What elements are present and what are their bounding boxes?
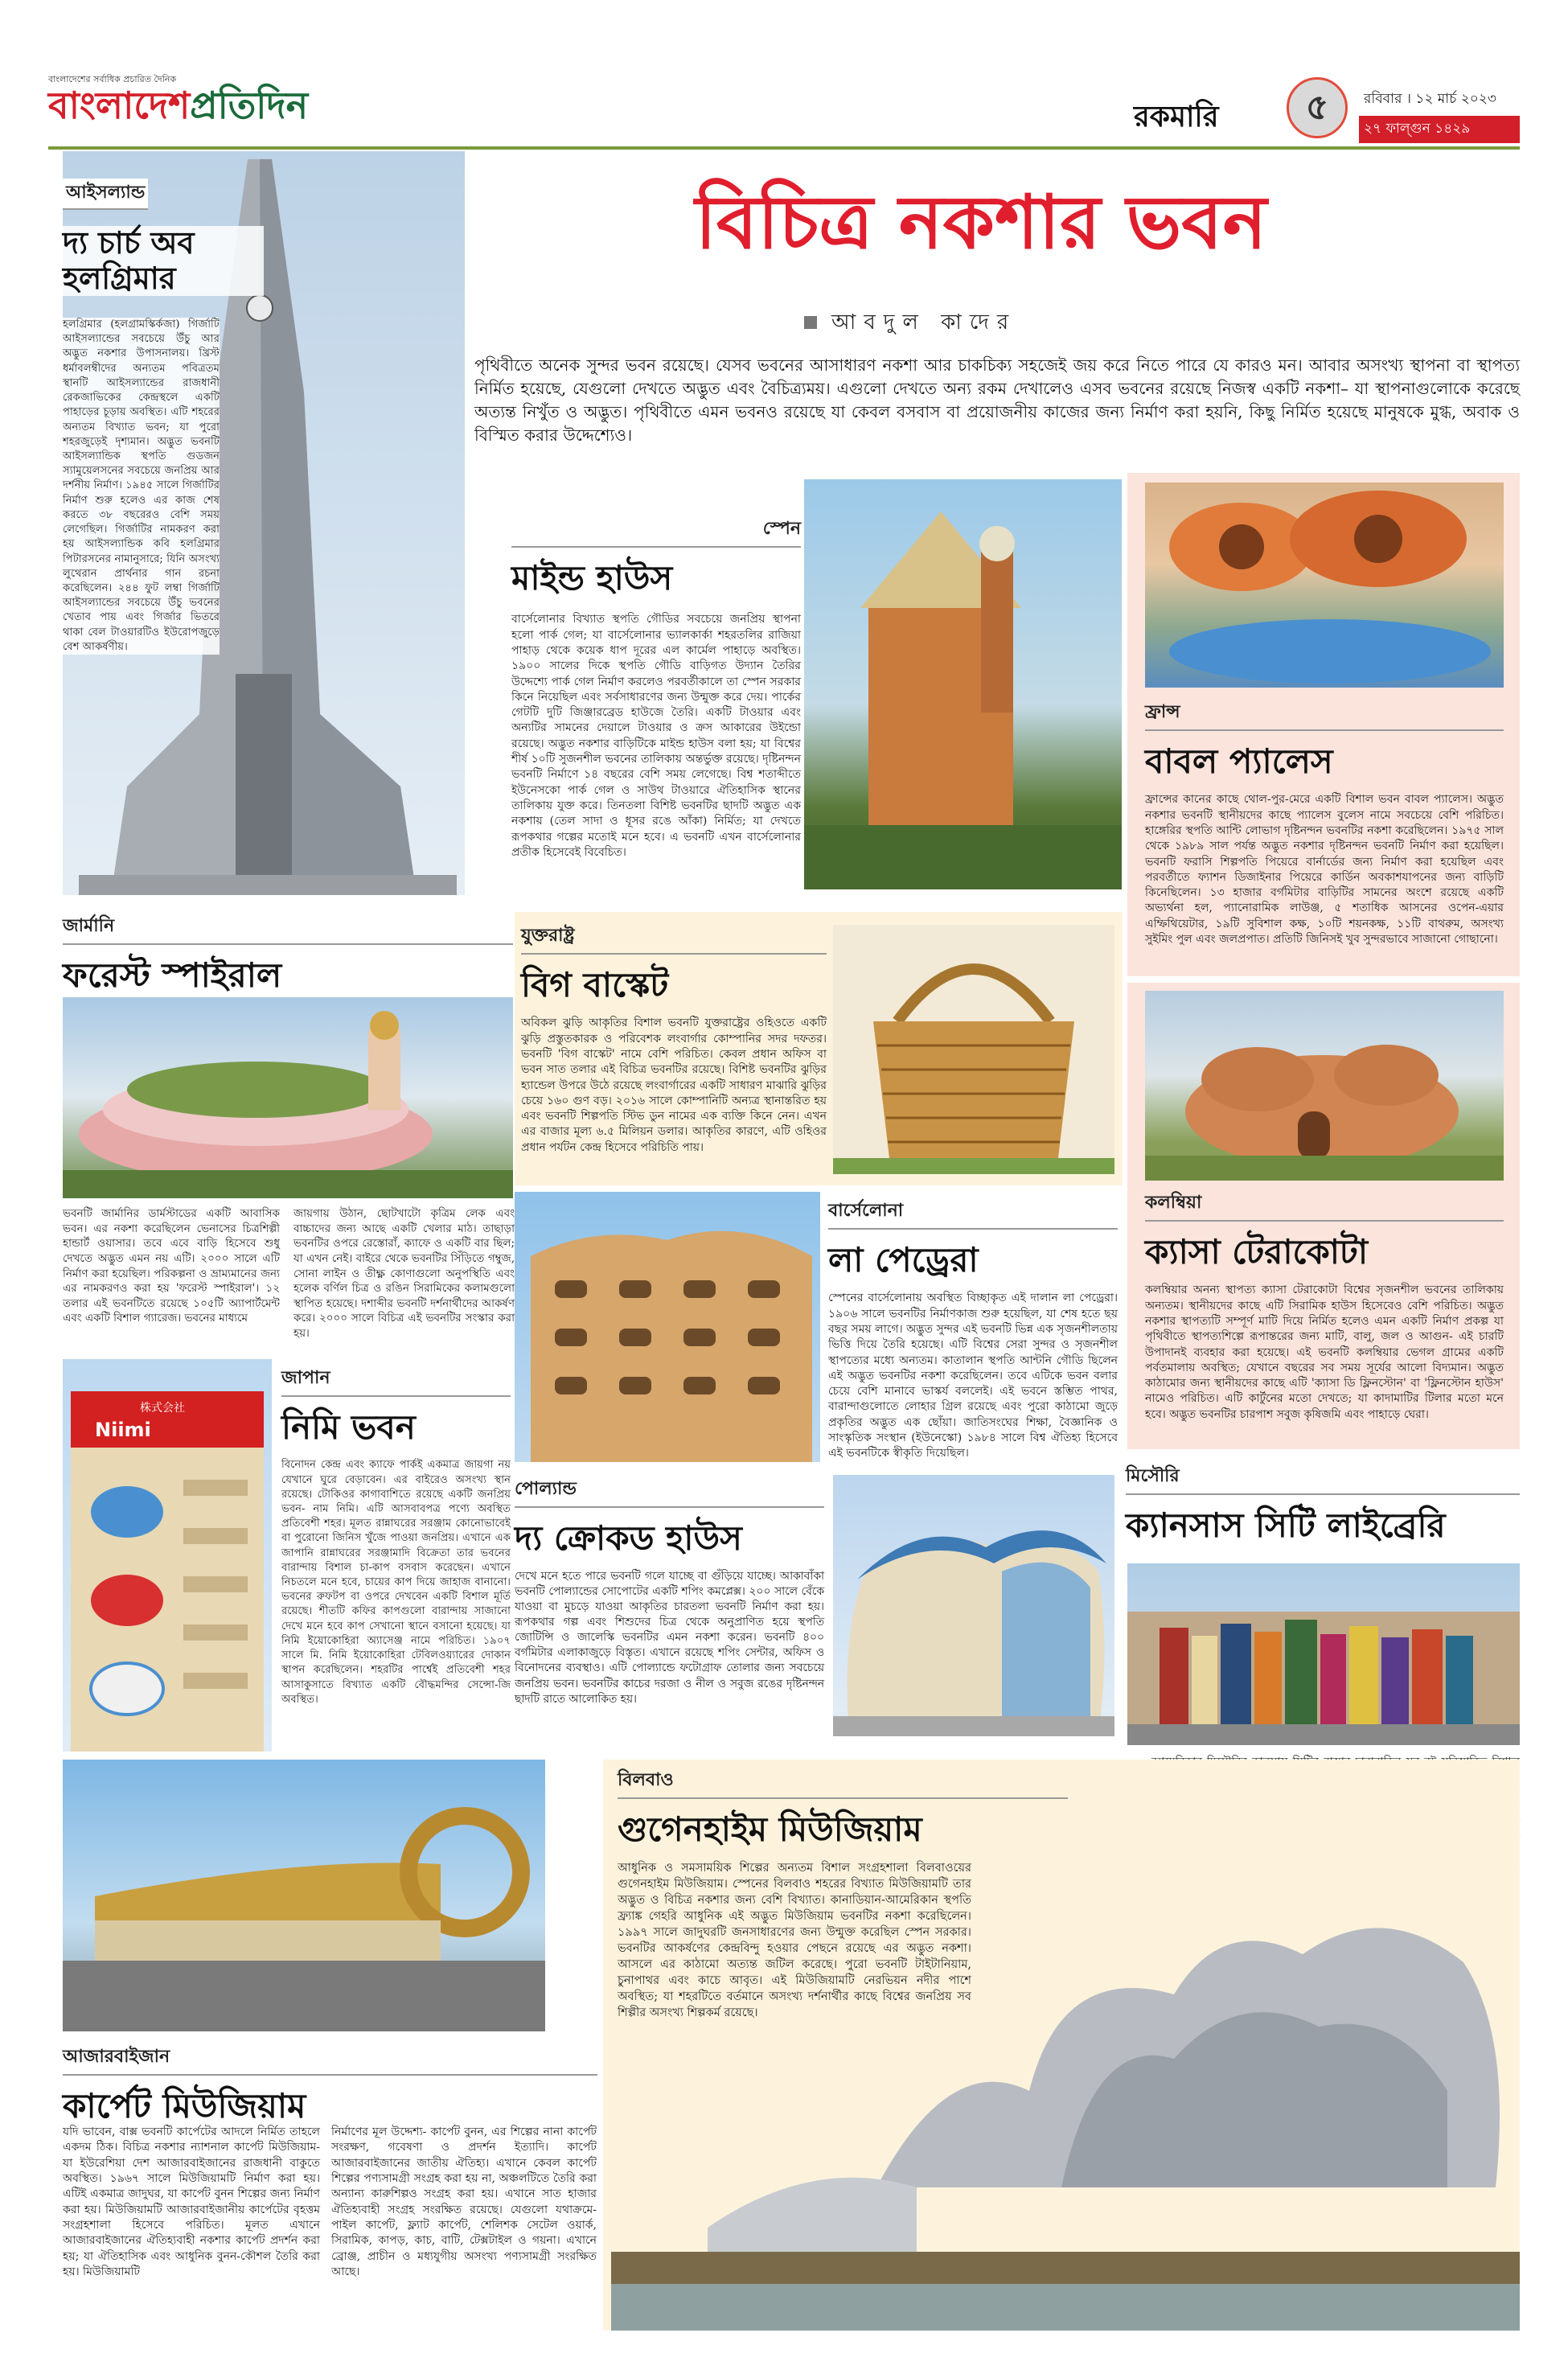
- france-headline: বাবল প্যালেস: [1145, 741, 1333, 781]
- azerbaijan-headline: কার্পেট মিউজিয়াম: [63, 2086, 306, 2126]
- book-facade-illustration: [1127, 1563, 1520, 1745]
- azerbaijan-article: [63, 2043, 597, 2126]
- mind-house-image: [804, 479, 1122, 889]
- japan-body: বিনোদন কেন্দ্র এবং ক্যাফে পার্কই একমাত্র জায়গা নয় যেখানে ঘুরে বেড়াবেন। এর বাইরেও অসংখ্য স্থান রয়েছে। টোকিওর কাগাবাশিতে রয়েছে একটি জনপ্রিয় ভবন- নাম নিমি। এটি আসবাবপত্র পণ্যে অবস্থিত প্রতিবেশী শহর। মূলত রান্নাঘরের সরঞ্জাম কোনোভাবেই বা পুরোনো জিনিস খুঁজে পাওয়া জনপ্রিয়। এখানে এক জাপানি রান্নাঘরের সরঞ্জামাদি বিক্রেতা তার ভবনের বারান্দায় বিশাল চা-কাপ বসবাস করেছেন। এখানে নিচতলে মনে হবে, চায়ের কাপ দিয়ে জাহাজ বানানো। ভবনের রুফটপ বা ওপরে দেখবেন একটি বিশাল মূর্তি রয়েছে। শীতটি কফির কাপগুলো বারান্দায় সাজানো দেখে মনে হবে কাপ সেখানো স্থানে বসানো হয়েছে। যা নিমি ইয়োকোহিরা অ্যাসেঞ্জ নামে পরিচিত। ১৯০৭ সালে মি. নিমি ইয়োকোহিরা টেবিলওয়্যারের দোকান স্থাপন করেছিলেন। শহরটির পার্শ্বেই প্রতিবেশী শহর আসাকুসাতে বিখ্যাত একটি বৌদ্ধমন্দির সেন্সো-জি অবস্থিত।: [281, 1459, 511, 1706]
- kansas-library-image: [1127, 1563, 1520, 1745]
- guggenheim-image: [611, 1850, 1520, 2331]
- intro-text: পৃথিবীতে অনেক সুন্দর ভবন রয়েছে। যেসব ভবনের আসাধারণ নকশা আর চাকচিক্য সহজেই জয় করে নিতে পারে যে কারও মন। আবার অসংখ্য স্থাপনা বা স্থাপত্য নির্মিত হয়েছে, যেগুলো দেখতে অদ্ভুত এবং বৈচিত্র্যময়। এগুলো দেখতে অন্য রকম দেখালেও এসব ভবনের রয়েছে নিজস্ব একটি নকশা– যা স্থাপনাগুলোকে করেছে অত্যন্ত নিখুঁত ও অদ্ভুত। পৃথিবীতে এমন ভবনও রয়েছে যা কেবল বসবাস বা প্রয়োজনীয় কাজের জন্য নির্মাণ করা হয়নি, কিছু নির্মিত হয়েছে মানুষকে মুগ্ধ, অবাক ও বিস্মিত করার উদ্দেশ্যেও।: [474, 355, 1520, 445]
- france-country-label: ফ্রান্স: [1145, 698, 1504, 731]
- barcelona-country-label: বার্সেলোনা: [828, 1197, 1118, 1230]
- la-pedrera-illustration: [515, 1192, 820, 1462]
- masthead-tagline: বাংলাদেশের সর্বাধিক প্রচারিত দৈনিক: [48, 74, 177, 84]
- logo-part1: বাংলাদেশ: [48, 84, 191, 127]
- japan-article: [281, 1364, 511, 1707]
- germany-body-col2: জায়গায় উঠান, ছোটখাটো কৃত্রিম লেক এবং বাচ্চাদের জন্য আছে একটি খেলার মাঠ। তাছাড়া ভবনটির ওপরে রেস্তোরাঁ, ক্যাফে ও একটি বার ছিল; যা এখন নেই। বাইরে থেকে ভবনটির সিঁড়িতে গম্বুজ, সোনা লাইন ও তীক্ষ্ণ কোণাগুলো অনুপস্থিতি এবং হলেক বর্ণিল চিত্র ও রঙিন সিরামিকের কলামগুলো স্থাপিত হয়েছে। দশাব্দীর ভবনটি দর্শনার্থীদের আকর্ষণ করে। ২০০০ সালে বিচিত্র এই ভবনটির সংস্কার করা হয়।: [293, 1207, 515, 1340]
- date-gregorian: রবিবার । ১২ মার্চ ২০২৩: [1364, 91, 1496, 107]
- masthead: [48, 63, 1520, 153]
- byline: [804, 306, 1016, 341]
- rolled-carpet-building-illustration: [63, 1760, 545, 2031]
- germany-body-col1: ভবনটি জার্মানির ডার্মস্টাডের একটি আবাসিক ভবন। এর নকশা করেছিলেন ভেনাসের চিত্রশিল্পী হান্ডার্ট ওয়াসার। তবে এবে বাড়ি হিসেবে শুধু দেখতে অদ্ভুত এমন নয় এটি। ২০০০ সালে এটি নির্মাণ করা হয়েছিল। পরিকল্পনা ও ভ্রাম্যমানের জন্য এর নামকরণও করা হয় 'ফরেস্ট স্পাইরাল'। ১২ তলার এই ভবনটিতে রয়েছে ১০৫টি অ্যাপার্টমেন্ট এবং একটি বিশাল গ্যারেজ। ভবনের মাধ্যমে: [63, 1207, 280, 1325]
- la-pedrera-image: [515, 1192, 820, 1462]
- niimi-sign-jp: 株式会社: [140, 1402, 185, 1415]
- gingerbread-house-illustration: [804, 479, 1122, 889]
- germany-headline: ফরেস্ট স্পাইরাল: [63, 955, 282, 995]
- newspaper-logo: [48, 84, 309, 127]
- barcelona-headline: লা পেড্রেরা: [828, 1240, 979, 1279]
- carpet-museum-image: [63, 1760, 545, 2031]
- usa-body: অবিকল ঝুড়ি আকৃতির বিশাল ভবনটি যুক্তরাষ্ট্রের ওহিওতে একটি ঝুড়ি প্রস্তুতকারক ও পরিবেশক লংবার্গার কোম্পানির সদর দফতর। ভবনটি 'বিগ বাস্কেট' নামে বেশি পরিচিত। কেবল প্রধান অফিস বা ভবন সাত তলার এই বিচিত্র ভবনটির রয়েছে। বিশিষ্ট ভবনটির ঝুড়ির হ্যান্ডেল উপরে উঠে রয়েছে লংবার্গারের একটি সাধারণ মাঝারি ঝুড়ির চেয়ে ১৬০ গুণ বড়। ২০১৬ সালে কোম্পানিটি অন্যত্র স্থানান্তরিত হয় এবং ভবনটি শিল্পপতি স্টিভ ডুন নামের এক ব্যক্তি কিনে নেন। এখন এর বাজার মূল্য ৬.৫ মিলিয়ন ডলার। আকৃতির কারণে, এটি ওহিওর প্রধান পর্যটন কেন্দ্র হিসেবে পরিচিতি পায়।: [521, 1017, 827, 1154]
- poland-body: দেখে মনে হতে পারে ভবনটি গলে যাচ্ছে বা গুঁড়িয়ে যাচ্ছে। আকাবাঁকা ভবনটি পোল্যান্ডের সোপোটের একটি শপিং কমপ্লেক্স। ২০০ সালে বেঁকে যাওয়া বা মুচড়ে যাওয়া আকৃতির চারতলা ভবনটি নির্মাণ করা হয়। রূপকথার গল্প এবং শিশুদের চিত্র থেকে অনুপ্রাণিত হয়ে স্থপতি জোটিন্সি ও জালেস্কি ভবনটির এমন নকশা করেন। ভবনটি ৪০০ বর্গমিটার এলাকাজুড়ে বিস্তৃত। এখানে রয়েছে শপিং সেন্টার, অফিস ও বিনোদনের ব্যবস্থাও। এটি পোল্যান্ডে ফটোগ্রাফ তোলার জন্য সবচেয়ে জনপ্রিয় ভবন। ভবনটির কাচের দরজা ও নীল ও সবুজ রঙের দৃষ্টিনন্দন ছাদটি রাতে আলোকিত হয়।: [515, 1570, 824, 1706]
- niimi-logo-sign: Niimi: [95, 1419, 151, 1441]
- usa-country-label: যুক্তরাষ্ট্র: [521, 922, 827, 955]
- forest-spiral-illustration: [63, 997, 513, 1198]
- logo-part2: প্রতিদিন: [190, 84, 309, 127]
- niimi-building-illustration: [63, 1359, 272, 1752]
- iceland-article: [63, 179, 264, 296]
- germany-article: [63, 912, 513, 995]
- bilbao-country-label: বিলবাও: [618, 1766, 1068, 1799]
- germany-country-label: জার্মানি: [63, 912, 513, 945]
- missouri-article: [1126, 1462, 1520, 1545]
- casa-terracota-image: [1145, 991, 1504, 1181]
- crooked-house-image: [833, 1475, 1114, 1736]
- barcelona-body: স্পেনের বার্সেলোনায় অবস্থিত বিচ্ছাকৃত এই দালান লা পেড্রেরা। ১৯০৬ সালে ভবনটির নির্মাণকাজ শুরু হয়েছিল, যা শেষ হতে ছয় বছর সময় লাগে। অদ্ভুত সুন্দর এই ভবনটি ভিন্ন এক সৃজনশীলতায় ভিত্তি দিয়ে তৈরি হয়েছে। এটি বিশ্বের সেরা সুন্দর ও সৃজনশীল স্থাপত্যের মধ্যে অন্যতম। কাতালান স্থপতি আন্টনি গৌডি ছিলেন এই অদ্ভুত ভবনটির নকশা করেছিলেন। তবে এটিকে ভবন বলার চেয়ে বেশি মানাবে ভাস্কর্য বললেই। এই ভবনে স্তম্ভিত পাথর, বারান্দাগুলোতে লোহার গ্রিল রয়েছে এবং পুরো কাঠামো জুড়ে প্রকৃতির অদ্ভুত এক ছোঁয়া। জাতিসংঘের শিক্ষা, বৈজ্ঞানিক ও সাংস্কৃতিক সংস্থান (ইউনেস্কো) ১৯৮৪ সালে বিশ্ব ঐতিহ্য হিসেবে এই ভবনটিকে স্বীকৃতি দিয়েছিল।: [828, 1292, 1118, 1460]
- iceland-body: হলগ্রিমার (হলগ্রামস্কির্কজা) গির্জাটি আইসল্যান্ডের সবচেয়ে উঁচু আর অদ্ভুত নকশার উপাসনালয়। খ্রিস্ট ধর্মাবলম্বীদের অন্যতম পবিত্রতম স্থানটি আইসল্যান্ডের রাজধানী রেকজাভিকের কেন্দ্রস্থলে একটি পাহাড়ের চূড়ায় অবস্থিত। এটি শহরের অন্যতম বিখ্যাত ভবন; যা পুরো শহরজুড়েই দৃশ্যমান। অদ্ভুত ভবনটি আইসল্যান্ডিক স্থপতি গুডজন স্যামুয়েলসনের সবচেয়ে জনপ্রিয় আর দর্শনীয় নির্মাণ। ১৯৪৫ সালে গির্জাটির নির্মাণ শুরু হলেও এর কাজ শেষ করতে ৩৮ বছরেরও বেশি সময় লেগেছিল। গির্জাটির নামকরণ করা হয় আইসল্যান্ডিক কবি হলগ্রিমার পিটারসনের নামানুসারে; যিনি অসংখ্য লুথেরান প্রার্থনার গান রচনা করেছিলেন। ২৪৪ ফুট লম্বা গির্জাটি আইসল্যান্ডের সবচেয়ে উঁচু ভবনের খেতাব পায় এবং গির্জার ভিতরে থাকা বেল টাওয়ারটিও ইউরোপজুড়ে বেশ আকর্ষণীয়।: [63, 318, 220, 655]
- iceland-country-label: আইসল্যান্ড: [63, 179, 148, 210]
- byline-square-icon: [804, 316, 817, 329]
- missouri-country-label: মিসৌরি: [1126, 1462, 1520, 1495]
- forest-spiral-image: [63, 997, 513, 1198]
- spain-article: [511, 515, 801, 860]
- azerbaijan-body-col2: নির্মাণের মূল উদ্দেশ্য- কার্পেট বুনন, এর শিল্পের নানা কার্পেট সংরক্ষণ, গবেষণা ও প্রদর্শন ইত্যাদি। কার্পেট আজারবাইজানের জাতীয় ঐতিহ্য। এখানে কেবল কার্পেট শিল্পের পণ্যসামগ্রী সংগ্রহ করা হয় না, অঞ্চলটিতে তৈরি করা অন্যান্য কারুশিল্পও সংগ্রহ করা হয়। এখানে সাত হাজার ঐতিহ্যবাহী সংগ্রহ সংরক্ষিত রয়েছে। যেগুলো যথাক্রমে- পাইল কার্পেট, ফ্ল্যাট কার্পেট, শেলিশক সেটেল ওয়ার্ক, সিরামিক, কাপড়, কাচ, বাটি, টেক্সটাইল ও গয়না। এখানে ব্রোঞ্জ, প্রাচীন ও মধ্যযুগীয় অসংখ্য পণ্যসামগ্রী সংরক্ষিত আছে।: [331, 2126, 597, 2278]
- colombia-body: কলম্বিয়ার অনন্য স্থাপত্য ক্যাসা টেরাকোটা বিশ্বের সৃজনশীল ভবনের তালিকায় অন্যতম। স্থানীয়দের কাছে এটি সিরামিক হাউস হিসেবেও বেশি পরিচিত। অদ্ভুত নকশার স্থাপত্যটি সম্পূর্ণ মাটি দিয়ে নির্মিত হলেও এমন একটি নির্মাণ প্রকল্প যা পৃথিবীতে স্থাপত্যশিল্পে রূপান্তরের জন্য মাটি, বালু, জল ও আগুন- এই চারটি উপাদানই ব্যবহার করা হয়েছে। এই ভবনটি কলম্বিয়ার ভেগল গ্রামের একটি পর্বতমালায় অবস্থিত; যেখানে বছরের সব সময় সূর্যের আলো বিদ্যমান। অদ্ভুত কাঠামোর জন্য স্থানীয়দের কাছে এটি 'ক্যাসা ডি ফ্লিনস্টোন' বা 'ফ্লিনস্টোন হাউস' নামেও পরিচিত। এটি কার্টুনের মতো দেখতে; যা কাদামাটির টিলার মতো মনে হবে। অদ্ভুত ভবনটির চারপাশ সবুজ কৃষিজমি এবং পাহাড়ে ঘেরা।: [1145, 1284, 1504, 1421]
- page-number-badge: [1287, 77, 1348, 138]
- azerbaijan-country-label: আজারবাইজান: [63, 2043, 597, 2076]
- usa-headline: বিগ বাস্কেট: [521, 965, 669, 1004]
- poland-country-label: পোল্যান্ড: [515, 1475, 824, 1508]
- colombia-country-label: কলম্বিয়া: [1145, 1189, 1504, 1222]
- date-box: [1359, 87, 1520, 143]
- japan-country-label: জাপান: [281, 1364, 511, 1397]
- spain-country-label: স্পেন: [511, 515, 801, 548]
- bubble-palace-illustration: [1145, 483, 1504, 688]
- spain-headline: মাইন্ড হাউস: [511, 558, 673, 598]
- page-number: ৫: [1305, 87, 1329, 128]
- usa-article: [521, 922, 827, 1156]
- azerbaijan-body-col1: যদি ভাবেন, বাক্স ভবনটি কার্পেটের আদলে নির্মিত তাহলে একদম ঠিক। বিচিত্র নকশার ন্যাশনাল কার্পেট মিউজিয়াম- যা ইউরেশিয়া দেশ আজারবাইজানের রাজধানী বাকুতে অবস্থিত। ১৯৬৭ সালে মিউজিয়ামটি নির্মাণ করা হয়। এটিই একমাত্র জাদুঘর, যা কার্পেট বুনন শিল্পের জন্য নির্মাণ করা হয়। মিউজিয়ামটি আজারবাইজানীয় কার্পেটের বৃহত্তম সংগ্রহশালা হিসেবে পরিচিত। মূলত এখানে আজারবাইজানের ঐতিহ্যবাহী নকশার কার্পেট প্রদর্শন করা হয়; যা ঐতিহাসিক এবং আধুনিক বুনন-কৌশল তৈরি করা হয়। মিউজিয়ামটি: [63, 2126, 320, 2278]
- section-name: রকমারি: [1134, 101, 1219, 133]
- barcelona-article: [828, 1197, 1118, 1462]
- missouri-headline: ক্যানসাস সিটি লাইব্রেরি: [1126, 1505, 1446, 1545]
- guggenheim-illustration: [611, 1850, 1520, 2331]
- france-article: [1145, 698, 1504, 947]
- poland-headline: দ্য ক্রোকড হাউস: [515, 1518, 742, 1558]
- masthead-rule: [48, 146, 1520, 150]
- crooked-house-illustration: [833, 1475, 1114, 1736]
- basket-building-illustration: [833, 925, 1114, 1174]
- date-bengali: ২৭ ফাল্গুন ১৪২৯: [1359, 116, 1520, 143]
- colombia-article: [1145, 1189, 1504, 1423]
- france-body: ফ্রান্সের কানের কাছে থোল-পুর-মেরে একটি বিশাল ভবন বাবল প্যালেস। অদ্ভুত নকশার ভবনটি স্থানীয়দের কাছে প্যালেস বুলেস নামে সবচেয়ে বেশি পরিচিত। হাঙ্গেরির স্থপতি আন্টি লোভাগ দৃষ্টিনন্দন ভবনটির নকশা করেছিলেন। ১৯৭৫ সাল থেকে ১৯৮৯ সাল পর্যন্ত অদ্ভুত নকশার দৃষ্টিনন্দন ভবনটি নির্মাণ করা হয়েছিল। ভবনটি ফরাসি শিল্পপতি পিয়েরে বার্নার্ডের জন্য নির্মাণ করা হয়েছিল এবং পরবর্তীতে ফ্যাশন ডিজাইনার পিয়েরে কার্ডিন অবকাশযাপনের জন্য বাড়িটি কিনেছিলেন। ১৩ হাজার বর্গমিটার বাড়িটির সামনের অংশে রয়েছে একটি অভ্যর্থনা হল, প্যানোরামিক লাউঞ্জ, ৫ শতাধিক আসনের ওপেন-এয়ার এম্ফিথিয়েটার, ১৯টি সুবিশাল কক্ষ, ১০টি শয়নকক্ষ, ১১টি বাথরুম, অসংখ্য সুইমিং পুল এবং জলপ্রপাত। প্রতিটি জিনিসই খুব সুন্দরভাবে সাজানো গোছানো।: [1145, 793, 1504, 947]
- terracotta-house-illustration: [1145, 991, 1504, 1181]
- main-title: বিচিত্র নকশার ভবন: [695, 179, 1267, 265]
- iceland-headline: দ্য চার্চ অব হলগ্রিমার: [63, 226, 264, 296]
- big-basket-image: [833, 925, 1114, 1174]
- byline-name: আবদুল কাদের: [831, 310, 1017, 335]
- japan-headline: নিমি ভবন: [281, 1407, 416, 1447]
- bilbao-body: আধুনিক ও সমসাময়িক শিল্পের অন্যতম বিশাল সংগ্রহশালা বিলবাওয়ের গুগেনহাইম মিউজিয়াম। স্পেনের বিলবাও শহরের বিখ্যাত মিউজিয়ামটি তার অদ্ভুত ও বিচিত্র নকশার জন্য বেশি বিখ্যাত। কানাডিয়ান-আমেরিকান স্থপতি ফ্র্যাঙ্ক গেহরি আধুনিক এই অদ্ভুত মিউজিয়াম ভবনটির নকশা করেছিলেন। ১৯৯৭ সালে জাদুঘরটি জনসাধারণের জন্য উন্মুক্ত করেছিল স্পেন সরকার। ভবনটির আকর্ষণের কেন্দ্রবিন্দু হওয়ার পেছনে রয়েছে এর অদ্ভুত নকশা। আসলে এর কাঠামো অত্যন্ত জটিল করেছে। পুরো ভবনটি টাইটানিয়াম, চুনাপাথর এবং কাচে আবৃত। এই মিউজিয়ামটি নেরভিয়ন নদীর পাশে অবস্থিত; যা শহরটিতে বর্তমানে অসংখ্য দর্শনার্থীর কাছে বিশ্বের জনপ্রিয় সব শিল্পীর অসংখ্য শিল্পকর্ম রয়েছে।: [618, 1862, 971, 2020]
- poland-article: [515, 1475, 824, 1707]
- niimi-building-image: [63, 1359, 272, 1752]
- bubble-palace-image: [1145, 483, 1504, 688]
- spain-body: বার্সেলোনার বিখ্যাত স্থপতি গৌডির সবচেয়ে জনপ্রিয় স্থাপনা হলো পার্ক গেল; যা বার্সেলোনার ভ্যালকার্কা শহরতলির রাজিয়া পাহাড় থেকে কয়েক ধাপ দূরের এল কার্মেল পাহাড়ে অবস্থিত। ১৯০০ সালের দিকে স্থপতি গৌডি বাড়িগত উদ্যান তৈরির উদ্দেশ্যে পার্ক গেল নির্মাণ করলেও পরবর্তীকালে তা স্পেন সরকার কিনে নিয়েছিল এবং সর্বসাধারণের জন্য উন্মুক্ত করে দেয়। পার্কের গেটটি দুটি জিঞ্জারব্রেড হাউজে তৈরি। একটি টাওয়ার এবং অন্যটির সামনের দেয়ালে টাওয়ার ও ক্রস আকারের উইন্ডো রয়েছে। অদ্ভুত নকশার বাড়িটিকে মাইন্ড হাউস বলা হয়; যা বিশ্বের শীর্ষ ১০টি সুজনশীল ভবনের তালিকায় অন্তর্ভুক্ত রয়েছে। দৃষ্টিনন্দন ভবনটি নির্মাণে ১৪ বছরের বেশি সময় লেগেছে। বিশ্ব শতাব্দীতে ইউনেসকো পার্ক গেল ও সাউথ টাওয়ারে ঐতিহাসিক স্থানের তালিকায় যুক্ত করে। তিনতলা বিশিষ্ট ভবনটির ছাদটি অদ্ভুত এক নকশায় (তেল সাদা ও ধূসর রঙে আঁকা) নির্মিত; যা দেখতে রূপকথার গল্পের মতোই মনে হবে। এ ভবনটি এখন বার্সেলোনার প্রতীক হিসেবেই বিবেচিত।: [511, 613, 801, 859]
- bilbao-headline: গুগেনহাইম মিউজিয়াম: [618, 1809, 922, 1849]
- colombia-headline: ক্যাসা টেরাকোটা: [1145, 1232, 1368, 1271]
